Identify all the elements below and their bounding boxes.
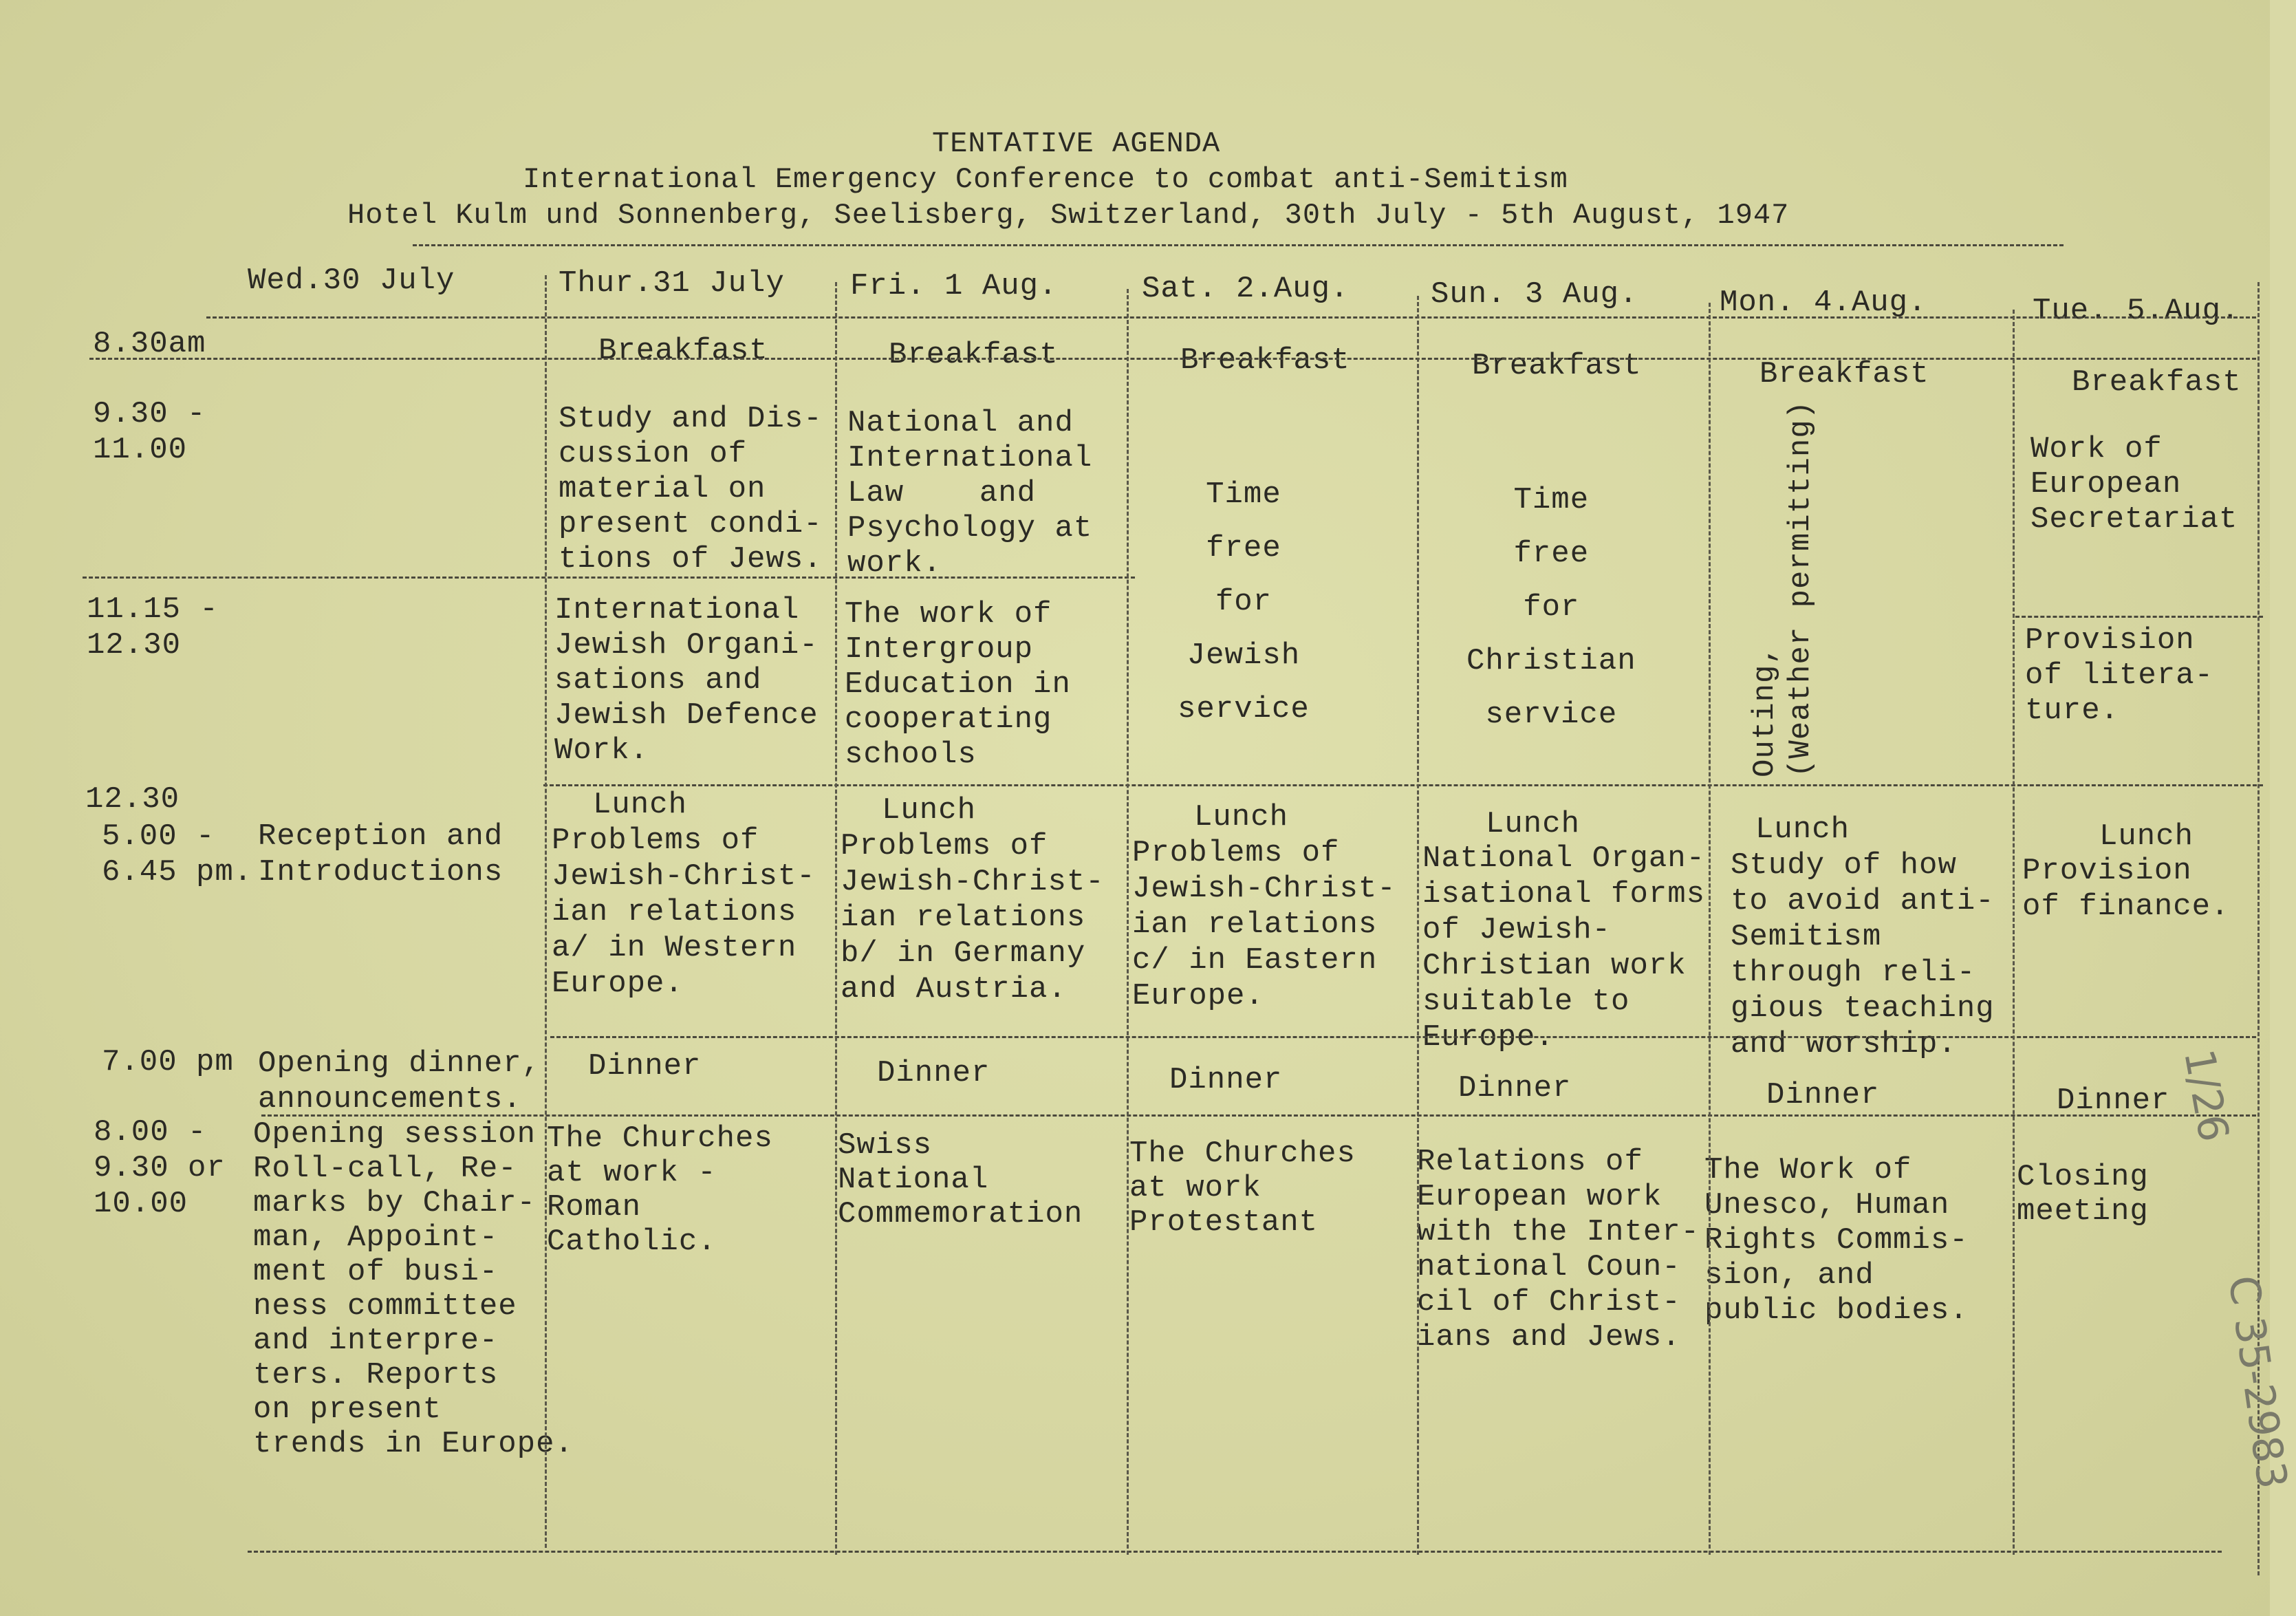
rule-under-breakfast	[89, 358, 2256, 360]
sat-dinner-cell: Dinner	[1169, 1063, 1283, 1097]
sun-afternoon-cell: National Organ- isational forms of Jewish- Christian work suitable to Europe.	[1422, 841, 1706, 1055]
tue-morning2-cell: Provision of litera- ture.	[2025, 623, 2214, 728]
mon-afternoon-cell: Study of how to avoid anti- Semitism through reli- gious teaching and worship.	[1731, 848, 1995, 1062]
rule-before-lunch	[543, 784, 2263, 786]
thu-afternoon-cell: Problems of Jewish-Christ- ian relations a/ in Western Europe.	[552, 823, 816, 1001]
wed-dinner-cell: Opening dinner, announcements.	[258, 1046, 541, 1117]
thu-morning1-cell: Study and Dis- cussion of material on present condi- tions of Jews.	[559, 402, 823, 577]
fri-morning2-cell: The work of Intergroup Education in cooperating schools	[845, 597, 1071, 772]
archive-reference-note: C 35-2983	[2218, 1273, 2296, 1492]
time-morning-1: 9.30 - 11.00	[93, 397, 206, 467]
fri-dinner-cell: Dinner	[877, 1056, 990, 1090]
sat-morning-cell: Time free for Jewish service	[1178, 477, 1310, 726]
col-sep-5	[1709, 303, 1711, 1555]
document-title: TENTATIVE AGENDA	[932, 127, 1221, 160]
wed-afternoon-cell: Reception and Introductions	[258, 819, 503, 890]
time-breakfast: 8.30am	[93, 327, 206, 361]
sat-lunch-cell: Lunch	[1194, 800, 1289, 834]
fri-lunch-cell: Lunch	[882, 793, 977, 828]
sun-morning-cell: Time free for Christian service	[1466, 483, 1636, 732]
conference-location: Hotel Kulm und Sonnenberg, Seelisberg, Switzerland, 30th July - 5th August, 1947	[347, 199, 1790, 232]
tue-afternoon-cell: Provision of finance.	[2022, 854, 2230, 924]
tue-morning1-cell: Work of European Secretariat	[2030, 432, 2238, 537]
sat-evening-cell: The Churches at work Protestant	[1129, 1136, 1356, 1240]
mon-lunch-cell: Lunch	[1755, 812, 1850, 847]
day-header-thu: Thur.31 July	[559, 266, 785, 301]
fri-afternoon-cell: Problems of Jewish-Christ- ian relations b/ in Germany and Austria.	[841, 829, 1105, 1006]
sun-lunch-cell: Lunch	[1486, 807, 1581, 841]
sun-evening-cell: Relations of European work with the Inter- national Coun- cil of Christ- ians and Jews.	[1417, 1145, 1700, 1355]
col-sep-2	[835, 282, 837, 1555]
day-header-sun: Sun. 3 Aug.	[1431, 277, 1638, 312]
thu-lunch-cell: Lunch	[593, 788, 688, 822]
mon-morning-cell: Outing, (Weather permitting)	[1748, 400, 1818, 777]
fri-evening-cell: Swiss National Commemoration	[838, 1128, 1083, 1231]
fri-morning1-cell: National and International Law and Psychology at work.	[847, 406, 1093, 581]
tue-lunch-cell: Lunch	[2099, 819, 2194, 854]
sat-breakfast-cell: Breakfast	[1180, 343, 1350, 378]
day-header-sat: Sat. 2.Aug.	[1142, 272, 1350, 306]
rule-under-days	[206, 316, 2256, 319]
col-sep-1	[545, 275, 547, 1548]
sat-afternoon-cell: Problems of Jewish-Christ- ian relations c/ in Eastern Europe.	[1132, 836, 1396, 1013]
mon-breakfast-cell: Breakfast	[1759, 357, 1929, 391]
rule-before-evening	[261, 1114, 2256, 1117]
conference-name: International Emergency Conference to combat anti-Semitism	[523, 163, 1568, 196]
col-sep-4	[1417, 296, 1419, 1555]
thu-dinner-cell: Dinner	[588, 1049, 702, 1084]
rule-mid-morning	[83, 577, 1135, 579]
rule-before-dinner	[550, 1036, 2256, 1038]
wed-evening-cell: Opening session Roll-call, Re- marks by Chair- man, Appoint- ment of busi- ness committee and interpre- ters. Reports on present trends in Europe.	[253, 1117, 574, 1461]
mon-evening-cell: The Work of Unesco, Human Rights Commis- sion, and public bodies.	[1704, 1153, 1969, 1328]
mon-dinner-cell: Dinner	[1766, 1078, 1880, 1112]
time-dinner: 7.00 pm	[102, 1045, 234, 1079]
rule-mid-morning-tue	[2015, 616, 2263, 618]
thu-evening-cell: The Churches at work - Roman Catholic.	[547, 1121, 773, 1259]
day-header-mon: Mon. 4.Aug.	[1720, 286, 1927, 320]
fri-breakfast-cell: Breakfast	[889, 338, 1059, 372]
day-header-fri: Fri. 1 Aug.	[850, 269, 1058, 303]
time-afternoon: 5.00 - 6.45 pm.	[102, 819, 253, 890]
day-header-wed: Wed.30 July	[248, 263, 455, 298]
sun-breakfast-cell: Breakfast	[1472, 349, 1642, 383]
time-evening: 8.00 - 9.30 or 10.00	[94, 1115, 226, 1221]
page-number-note: 1/26	[2174, 1046, 2238, 1145]
thu-morning2-cell: International Jewish Organi- sations and Jewish Defence Work.	[554, 593, 819, 768]
sun-dinner-cell: Dinner	[1458, 1071, 1572, 1106]
col-sep-3	[1127, 289, 1129, 1555]
tue-evening-cell: Closing meeting	[2017, 1160, 2149, 1229]
rule-under-title	[413, 244, 2064, 246]
col-sep-6	[2013, 310, 2015, 1555]
rule-bottom	[248, 1551, 2222, 1553]
time-lunch: 12.30	[85, 782, 180, 817]
day-header-tue: Tue. 5.Aug.	[2033, 294, 2240, 328]
tue-breakfast-cell: Breakfast	[2072, 365, 2242, 400]
thu-breakfast-cell: Breakfast	[598, 334, 768, 368]
tue-dinner-cell: Dinner	[2057, 1084, 2170, 1118]
time-morning-2: 11.15 - 12.30	[87, 592, 219, 662]
